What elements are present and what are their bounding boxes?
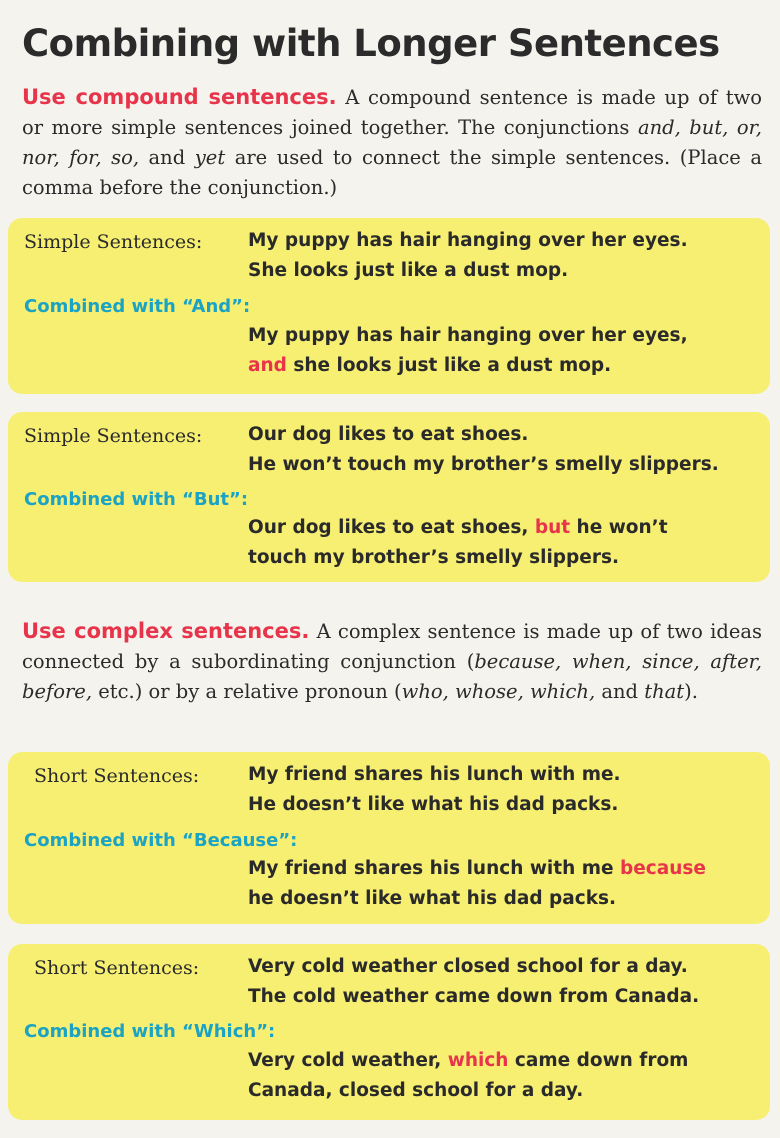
example-box-which [8, 944, 770, 1120]
combined-sentence: Our dog likes to eat shoes, but he won’t touch my brother’s smelly slippers. [248, 517, 668, 568]
complex-intro: Use complex sentences. A complex sentence is made up of two ideas connected by a subordinating conjunction (because, when, since, after, before, etc.) or by a relative pronoun (who, whose, which, and that). [22, 619, 762, 703]
short-sentences: My friend shares his lunch with me. He doesn’t like what his dad packs. [248, 764, 621, 815]
example-label: Simple Sentences: [24, 425, 203, 447]
example-label: Short Sentences: [34, 957, 200, 979]
compound-intro: Use compound sentences. A compound sentence is made up of two or more simple sentences joined together. The conjunctions and, but, or, nor, for, so, and yet are used to connect the simple sentences. (Place a comma before the conjunction.) [22, 85, 762, 199]
combined-sentence: Very cold weather, which came down from Canada, closed school for a day. [248, 1050, 689, 1101]
combined-sentence: My friend shares his lunch with me because he doesn’t like what his dad packs. [248, 858, 706, 909]
combined-sentence: My puppy has hair hanging over her eyes, and she looks just like a dust mop. [248, 325, 688, 376]
combined-label: Combined with “Because”: [24, 830, 298, 851]
conjunction-word: and [248, 355, 287, 376]
complex-lead: Use complex sentences. [22, 619, 310, 643]
compound-lead: Use compound sentences. [22, 85, 337, 109]
combined-label: Combined with “And”: [24, 296, 251, 317]
example-label: Short Sentences: [34, 765, 200, 787]
short-sentences: Very cold weather closed school for a day. The cold weather came down from Canada. [248, 956, 700, 1007]
relative-pronoun-word: which [447, 1050, 509, 1071]
example-box-because [8, 752, 770, 924]
example-box-and [8, 218, 770, 394]
page-title: Combining with Longer Sentences [22, 22, 720, 65]
combined-label: Combined with “But”: [24, 489, 249, 510]
simple-sentences: My puppy has hair hanging over her eyes. She looks just like a dust mop. [248, 230, 688, 281]
example-label: Simple Sentences: [24, 231, 203, 253]
simple-sentences: Our dog likes to eat shoes. He won’t touch my brother’s smelly slippers. [248, 424, 719, 475]
combined-label: Combined with “Which”: [24, 1021, 276, 1042]
conjunction-word: but [534, 517, 571, 538]
example-box-but [8, 412, 770, 582]
conjunction-word: because [620, 858, 706, 879]
